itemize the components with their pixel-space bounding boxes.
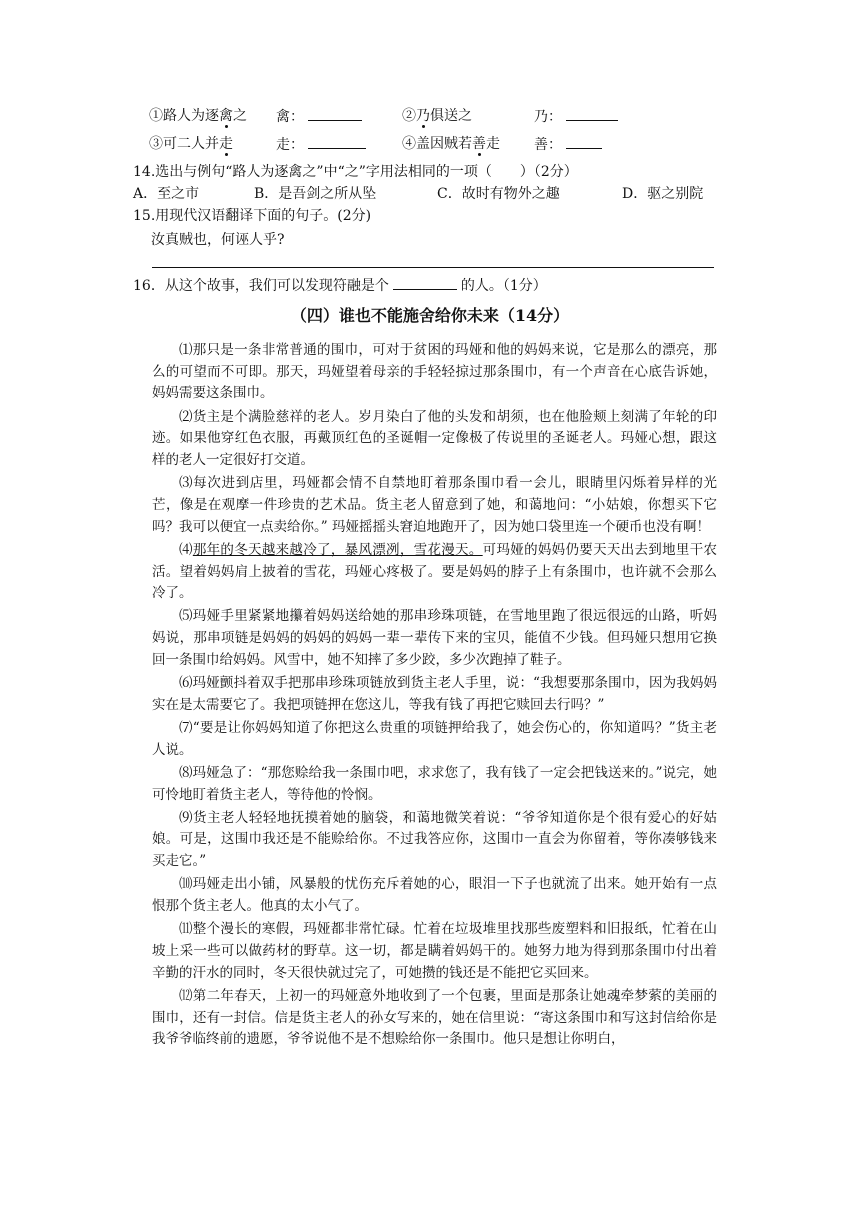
reading-passage	[152, 340, 717, 1053]
paragraph-5: ⑸玛娅手里紧紧地攥着妈妈送给她的那串珍珠项链，在雪地里跑了很远很远的山路，听妈妈说，那串项链是妈妈的妈妈的妈妈一辈一辈传下来的宝贝，能值不少钱。但玛娅只想用它换回一条围巾给妈妈。风雪中，她不知摔了多少跤，多少次跑掉了鞋子。	[152, 608, 717, 668]
answer-blank[interactable]	[308, 134, 366, 149]
answer-blank[interactable]	[308, 106, 362, 121]
emphasis-char: 乃	[416, 108, 430, 124]
q13-item-3-text: ③可二人并	[149, 136, 219, 152]
q14-option-a[interactable]: A．至之市	[133, 186, 200, 202]
q13-item-2	[402, 106, 472, 126]
q14-option-b[interactable]: B．是吾剑之所从坠	[254, 186, 377, 202]
q13-answer-2-label: 乃：	[534, 109, 562, 125]
q16-text: 16．从这个故事，我们可以发现符融是个	[133, 278, 389, 294]
q13-answer-4	[534, 134, 606, 155]
paragraph-10: ⑽玛娅走出小铺，风暴般的忧伤充斥着她的心，眼泪一下子也就流了出来。她开始有一点恨那个货主老人。他真的太小气了。	[152, 876, 717, 915]
paragraph-6: ⑹玛娅颤抖着双手把那串珍珠项链放到货主老人手里，说：“我想要那条围巾，因为我妈妈实在是太需要它了。我把项链押在您这儿，等我有钱了再把它赎回去行吗？”	[152, 675, 717, 713]
q13-item-3	[149, 134, 233, 154]
q13-answer-1-label: 禽：	[276, 109, 304, 125]
q13-item-1-tail: 之	[233, 108, 247, 124]
q13-answer-1	[276, 106, 366, 127]
paragraph-3: ⑶每次进到店里，玛娅都会情不自禁地盯着那条围巾看一会儿，眼睛里闪烁着异样的光芒，像是在观摩一件珍贵的艺术品。货主老人留意到了她，和蔼地问：“小姑娘，你想买下它吗？我可以便宜一点卖给你。” 玛娅摇摇头窘迫地跑开了，因为她口袋里连一个硬币也没有啊！	[152, 475, 717, 535]
q13-item-4-tail: 走	[486, 136, 500, 152]
q16-tail: 的人。（1分）	[460, 278, 547, 294]
q14-option-d[interactable]: D．驱之别院	[622, 186, 704, 202]
paragraph-11: ⑾整个漫长的寒假，玛娅都非常忙碌。忙着在垃圾堆里找那些废塑料和旧报纸，忙着在山坡上采一些可以做药材的野草。这一切，都是瞒着妈妈干的。她努力地为得到那条围巾付出着辛勤的汗水的同时，冬天很快就过完了，可她攒的钱还是不能把它买回来。	[152, 921, 717, 981]
q14-option-c[interactable]: C．故时有物外之趣	[437, 186, 560, 202]
q13-answer-4-label: 善：	[534, 137, 562, 153]
paragraph-9: ⑼货主老人轻轻地抚摸着她的脑袋，和蔼地微笑着说：“爷爷知道你是个很有爱心的好姑娘。可是，这围巾我还是不能赊给你。不过我答应你，这围巾一直会为你留着，等你凑够钱来买走它。”	[152, 809, 717, 870]
paragraph-4-rest: 可玛娅的妈妈仍要天天出去到地里干农活。望着妈妈肩上披着的雪花，玛娅心疼极了。要是妈妈的脖子上有条围巾，也许就不会那么冷了。	[152, 541, 718, 602]
q15-answer-line[interactable]	[152, 267, 714, 268]
paragraph-2: ⑵货主是个满脸慈祥的老人。岁月染白了他的头发和胡须，也在他脸颊上刻满了年轮的印迹。如果他穿红色衣服，再戴顶红色的圣诞帽一定像极了传说里的圣诞老人。玛娅心想，跟这样的老人一定很好打交道。	[152, 408, 717, 469]
q13-item-1-text: ①路人为逐	[149, 108, 219, 124]
q16	[133, 275, 547, 296]
answer-blank[interactable]	[393, 275, 457, 290]
answer-blank[interactable]	[566, 106, 618, 121]
emphasis-char: 禽	[219, 108, 233, 124]
q13-answer-2	[534, 106, 622, 127]
paragraph-8: ⑻玛娅急了：“那您赊给我一条围巾吧，求求您了，我有钱了一定会把钱送来的。”说完，她可怜地盯着货主老人，等待他的怜悯。	[152, 764, 717, 803]
q14-stem: 14.选出与例句“路人为逐禽之”中“之”字用法相同的一项（ ）（2分）	[133, 164, 578, 180]
paragraph-4-number: ⑷	[179, 541, 193, 558]
emphasis-char: 走	[219, 136, 233, 152]
paragraph-7: ⑺“要是让你妈妈知道了你把这么贵重的项链押给我了，她会伤心的，你知道吗？”货主老人说。	[152, 719, 717, 758]
q15-sentence: 汝真贼也，何诬人乎?	[151, 232, 285, 248]
answer-blank[interactable]	[566, 134, 602, 149]
q13-answer-3	[276, 134, 370, 155]
paragraph-1: ⑴那只是一条非常普通的围巾，可对于贫困的玛娅和他的妈妈来说，它是那么的漂亮，那么的可望而不可即。那天，玛娅望着母亲的手轻轻掠过那条围巾，有一个声音在心底告诉她，妈妈需要这条围巾。	[152, 342, 717, 402]
section-title: （四）谁也不能施舍给你未来（14分）	[290, 306, 570, 325]
underlined-sentence: 那年的冬天越来越冷了，暴风漂冽，雪花漫天。	[192, 541, 483, 558]
paragraph-4	[152, 540, 717, 605]
q13-item-2-tail: 俱送之	[430, 108, 472, 124]
q15-stem: 15.用现代汉语翻译下面的句子。(2分)	[133, 208, 372, 224]
q13-item-4	[402, 134, 500, 154]
q13-answer-3-label: 走：	[276, 137, 304, 153]
paragraph-12: ⑿第二年春天，上初一的玛娅意外地收到了一个包裹，里面是那条让她魂牵梦萦的美丽的围巾，还有一封信。信是货主老人的孙女写来的，她在信里说：“寄这条围巾和写这封信给你是我爷爷临终前的遗愿，爷爷说他不是不想赊给你一条围巾。他只是想让你明白，	[152, 987, 717, 1048]
q13-item-2-text: ②	[402, 108, 416, 124]
emphasis-char: 善	[472, 136, 486, 152]
q13-item-4-text: ④盖因贼若	[402, 136, 472, 152]
q13-item-1	[149, 106, 247, 126]
